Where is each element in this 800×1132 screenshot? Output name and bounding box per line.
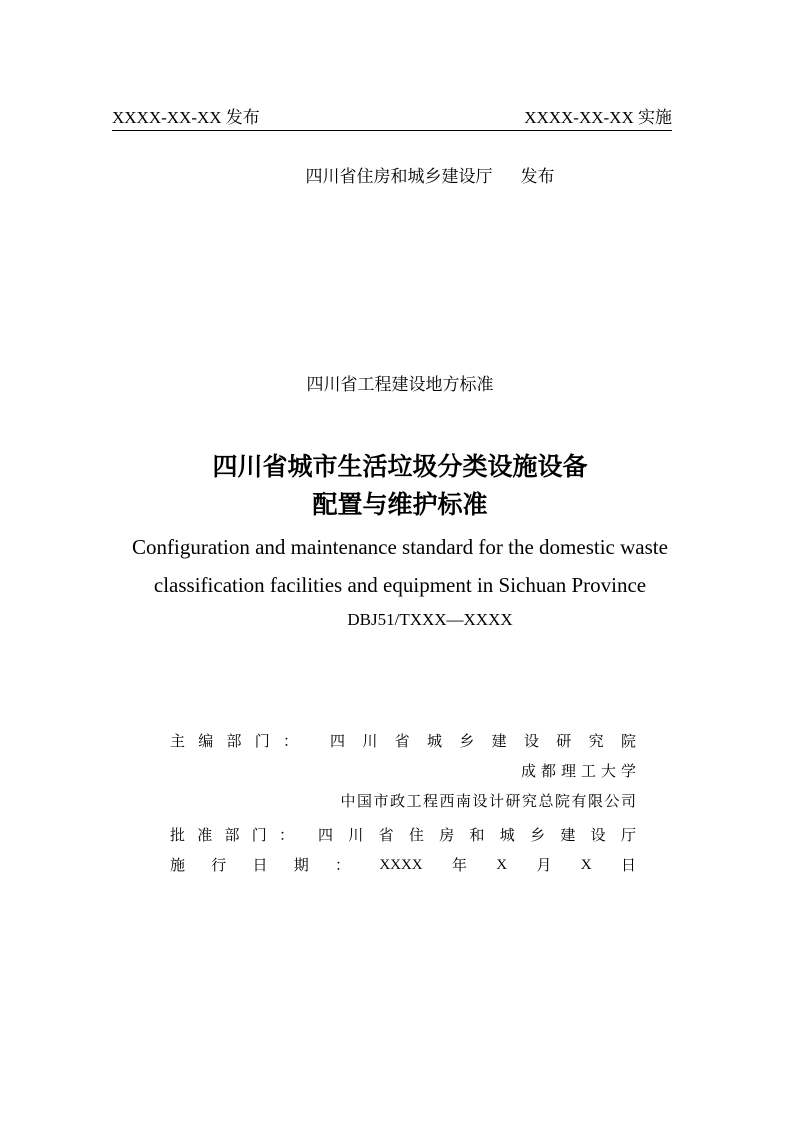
publisher-action: 发布 [520, 167, 555, 187]
standard-type: 四川省工程建设地方标准 [306, 375, 494, 395]
title-english [0, 528, 800, 604]
chief-editor-row [170, 730, 636, 752]
title-chinese [0, 448, 800, 524]
approval-org: 四 川 省 住 房 和 城 乡 建 设 厅 [318, 826, 636, 844]
publisher-org: 四川省住房和城乡建设厅 [305, 167, 493, 187]
title-english-line1: Configuration and maintenance standard for the domestic waste [132, 535, 668, 559]
effective-year: XXXX [379, 857, 423, 873]
publisher-line [0, 162, 800, 187]
year-unit: 年 [451, 856, 467, 874]
title-english-line2: classification facilities and equipment in Sichuan Province [153, 573, 647, 597]
chief-editor-2: 成都理工大学 [520, 762, 641, 780]
chief-editor-1: 四 川 省 城 乡 建 设 研 究 院 [330, 732, 636, 750]
day-unit: 日 [620, 856, 636, 874]
publish-date: XXXX-XX-XX 发布 [112, 108, 260, 127]
chief-editor-label: 主 编 部 门 ： [170, 732, 298, 750]
approval-label: 批 准 部 门 ： [170, 826, 294, 844]
month-unit: 月 [536, 856, 552, 874]
effective-date-row [170, 854, 636, 876]
effective-day: X [580, 857, 592, 873]
implement-date: XXXX-XX-XX 实施 [524, 108, 672, 127]
standard-code: DBJ51/TXXX—XXXX [347, 610, 513, 629]
approval-row [170, 824, 636, 846]
chief-editor-row-2 [170, 760, 641, 782]
chief-editor-row-3 [170, 790, 636, 812]
effective-month: X [496, 857, 508, 873]
date-header [112, 106, 672, 131]
title-chinese-line1: 四川省城市生活垃圾分类设施设备 [212, 452, 588, 481]
chief-editor-3: 中国市政工程西南设计研究总院有限公司 [340, 792, 638, 810]
effective-label: 施 行 日 期 ： [170, 856, 350, 874]
title-chinese-line2: 配置与维护标准 [312, 490, 488, 519]
